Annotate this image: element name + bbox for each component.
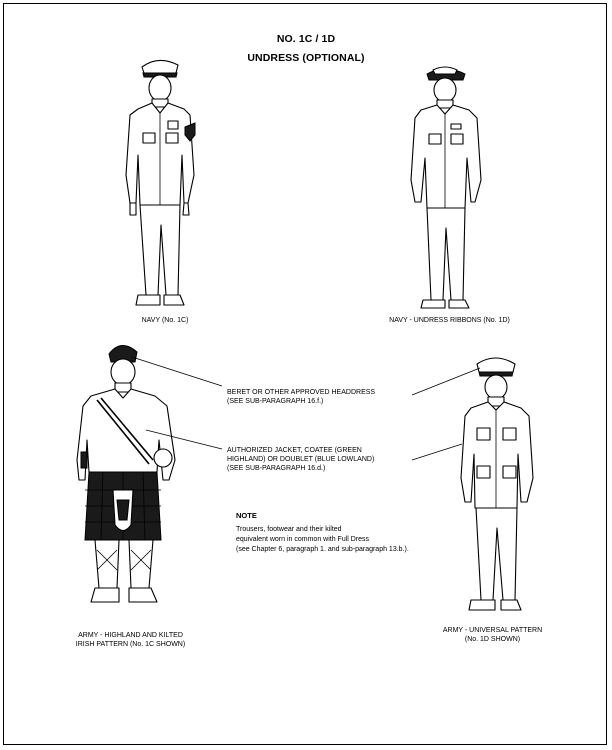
callout-jacket-2: HIGHLAND) OR DOUBLET (BLUE LOWLAND) (227, 456, 375, 463)
callout-jacket-1: AUTHORIZED JACKET, COATEE (GREEN (227, 447, 362, 454)
caption-army-universal-1: ARMY - UNIVERSAL PATTERN (442, 627, 543, 634)
note-heading: NOTE (236, 511, 257, 520)
caption-navy-1c: NAVY (No. 1C) (141, 317, 189, 324)
note-line-3: (see Chapter 6, paragraph 1. and sub-paragraph 13.b.). (236, 546, 409, 553)
callout-headdress-1: BERET OR OTHER APPROVED HEADDRESS (227, 389, 376, 396)
note-line-1: Trousers, footwear and their kilted (236, 526, 342, 533)
page-subtitle: UNDRESS (OPTIONAL) (247, 52, 365, 64)
navy-no-1c-figure (118, 55, 213, 310)
callout-jacket-3: (SEE SUB-PARAGRAPH 16.d.) (227, 465, 326, 472)
caption-army-universal-2: (No. 1D SHOWN) (464, 636, 521, 643)
callout-headdress-2: (SEE SUB-PARAGRAPH 16.f.) (227, 398, 324, 405)
army-highland-figure (73, 340, 188, 620)
navy-no-1d-figure (405, 62, 490, 312)
note-line-2: equivalent worn in common with Full Dress (236, 536, 370, 543)
caption-army-highland-1: ARMY - HIGHLAND AND KILTED (78, 632, 183, 639)
caption-army-highland-2: IRISH PATTERN (No. 1C SHOWN) (75, 641, 186, 648)
army-universal-figure (455, 356, 540, 621)
page-title: NO. 1C / 1D (276, 33, 336, 45)
caption-navy-1d: NAVY - UNDRESS RIBBONS (No. 1D) (389, 317, 510, 324)
